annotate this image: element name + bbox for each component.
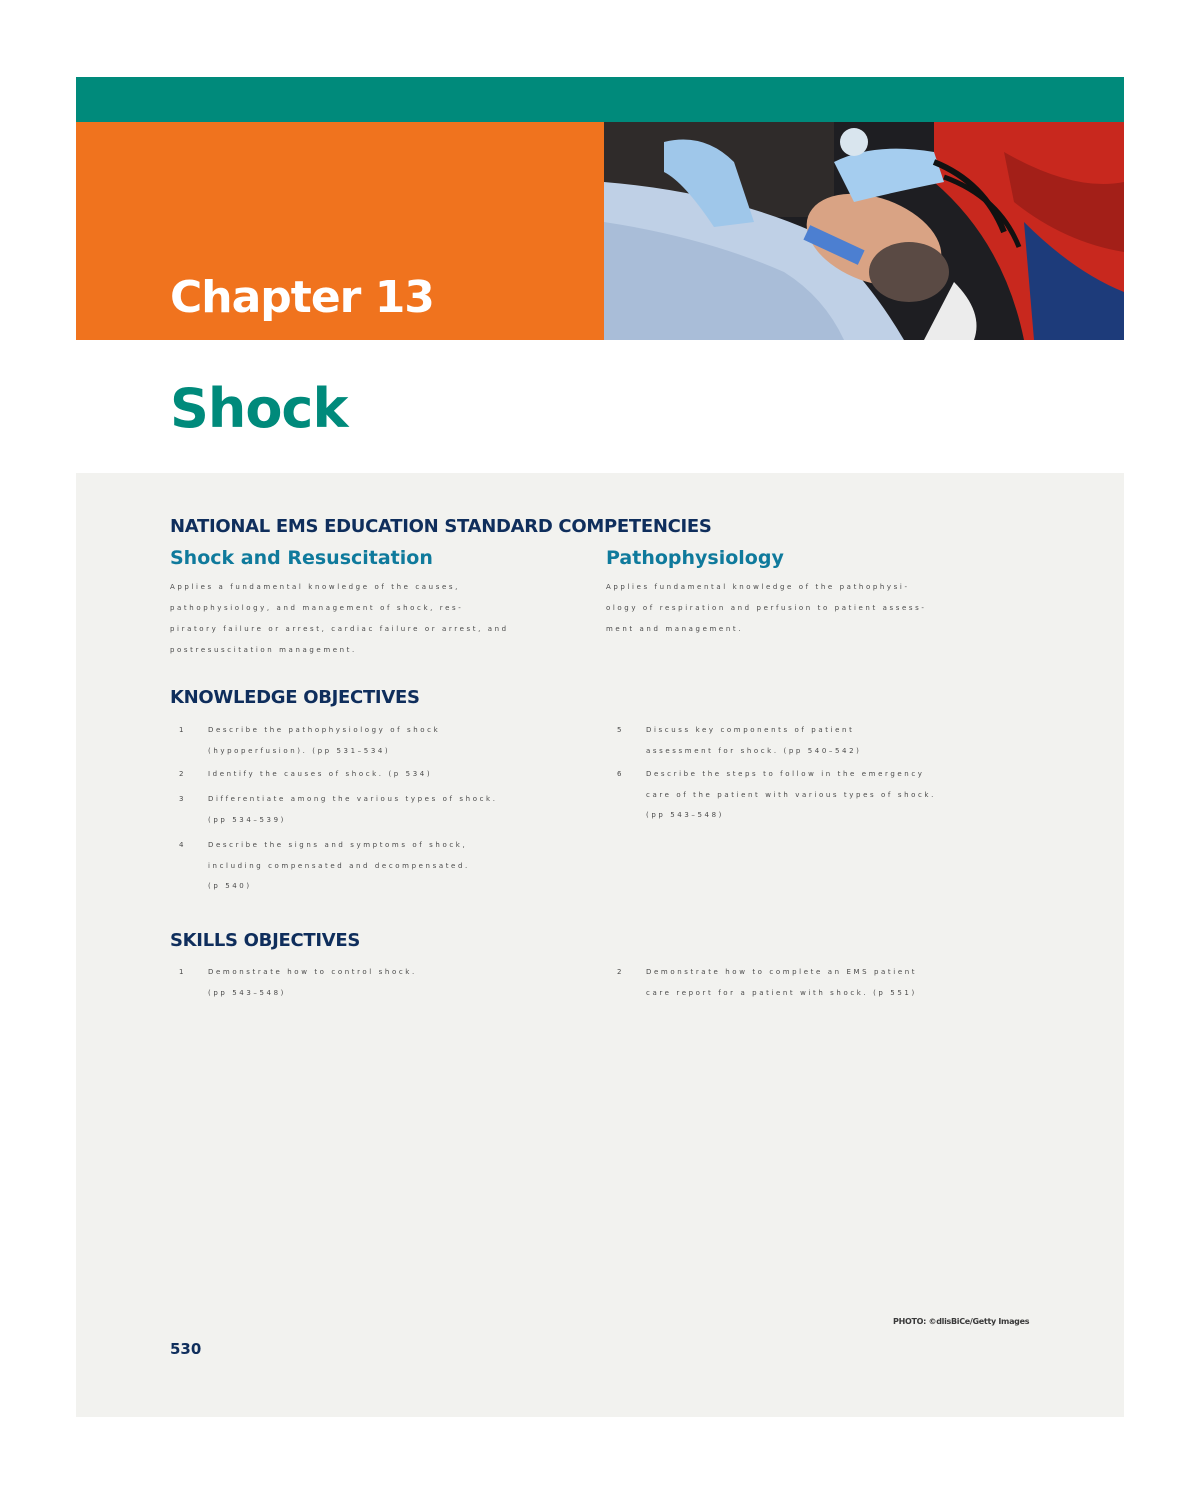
competency-line: Applies a fundamental knowledge of the causes, — [170, 583, 460, 591]
objective-text — [646, 764, 1016, 826]
objective-number: 1 — [179, 968, 184, 976]
objective-number: 1 — [179, 726, 184, 734]
objective-line: Describe the signs and symptoms of shock, — [208, 841, 468, 849]
objective-text — [646, 720, 1016, 761]
competency-line: ment and management. — [606, 625, 744, 633]
objective-line: Describe the pathophysiology of shock — [208, 726, 441, 734]
competency-line: postresuscitation management. — [170, 646, 357, 654]
skills-heading: SKILLS OBJECTIVES — [170, 930, 361, 951]
objective-line: Differentiate among the various types of shock. — [208, 795, 498, 803]
competencies-heading: NATIONAL EMS EDUCATION STANDARD COMPETENCIES — [170, 516, 712, 537]
objective-line: Describe the steps to follow in the emergency — [646, 770, 925, 778]
chapter-photo-illustration — [604, 122, 1124, 340]
competency-line: pathophysiology, and management of shock, res- — [170, 604, 464, 612]
chapter-photo — [604, 122, 1124, 340]
objective-text — [208, 789, 578, 830]
objective-line: (pp 543–548) — [208, 988, 286, 997]
competency-text — [170, 577, 570, 661]
objective-number: 3 — [179, 795, 184, 803]
competency-text — [606, 577, 1006, 640]
page-title: Shock — [170, 377, 348, 440]
objective-text — [208, 835, 578, 897]
knowledge-heading: KNOWLEDGE OBJECTIVES — [170, 687, 420, 708]
objective-line: Demonstrate how to complete an EMS patient — [646, 968, 918, 976]
objective-number: 5 — [617, 726, 622, 734]
objective-number: 6 — [617, 770, 622, 778]
competency-line: piratory failure or arrest, cardiac failure or arrest, and — [170, 625, 509, 633]
header-teal-bar — [76, 77, 1124, 122]
competency-subheading: Pathophysiology — [606, 547, 784, 569]
competency-line: Applies fundamental knowledge of the pathophysi- — [606, 583, 910, 591]
objective-line: Discuss key components of patient — [646, 726, 855, 734]
objective-line: Identify the causes of shock. (p 534) — [208, 770, 433, 778]
objective-line: Demonstrate how to control shock. — [208, 968, 417, 976]
objective-text — [208, 720, 578, 761]
objective-line: assessment for shock. (pp 540–542) — [646, 746, 862, 755]
objective-text — [208, 764, 578, 785]
objective-line: care of the patient with various types of shock. — [646, 790, 936, 799]
objective-number: 2 — [179, 770, 184, 778]
competency-line: ology of respiration and perfusion to patient assess- — [606, 604, 927, 612]
page-number: 530 — [170, 1340, 202, 1358]
objective-line: (pp 543–548) — [646, 811, 724, 819]
objective-line: (p 540) — [208, 882, 252, 890]
objective-number: 2 — [617, 968, 622, 976]
objective-text — [208, 962, 578, 1003]
objective-line: care report for a patient with shock. (p 551) — [646, 988, 917, 997]
competency-subheading: Shock and Resuscitation — [170, 547, 433, 569]
photo-credit: PHOTO: ©dlisBiCe/Getty Images — [893, 1317, 1030, 1326]
objective-line: including compensated and decompensated. — [208, 861, 470, 870]
objective-text — [646, 962, 1016, 1003]
objective-line: (pp 534–539) — [208, 815, 286, 824]
objective-number: 4 — [179, 841, 184, 849]
objective-line: (hypoperfusion). (pp 531–534) — [208, 746, 391, 755]
chapter-label: Chapter 13 — [170, 272, 434, 323]
